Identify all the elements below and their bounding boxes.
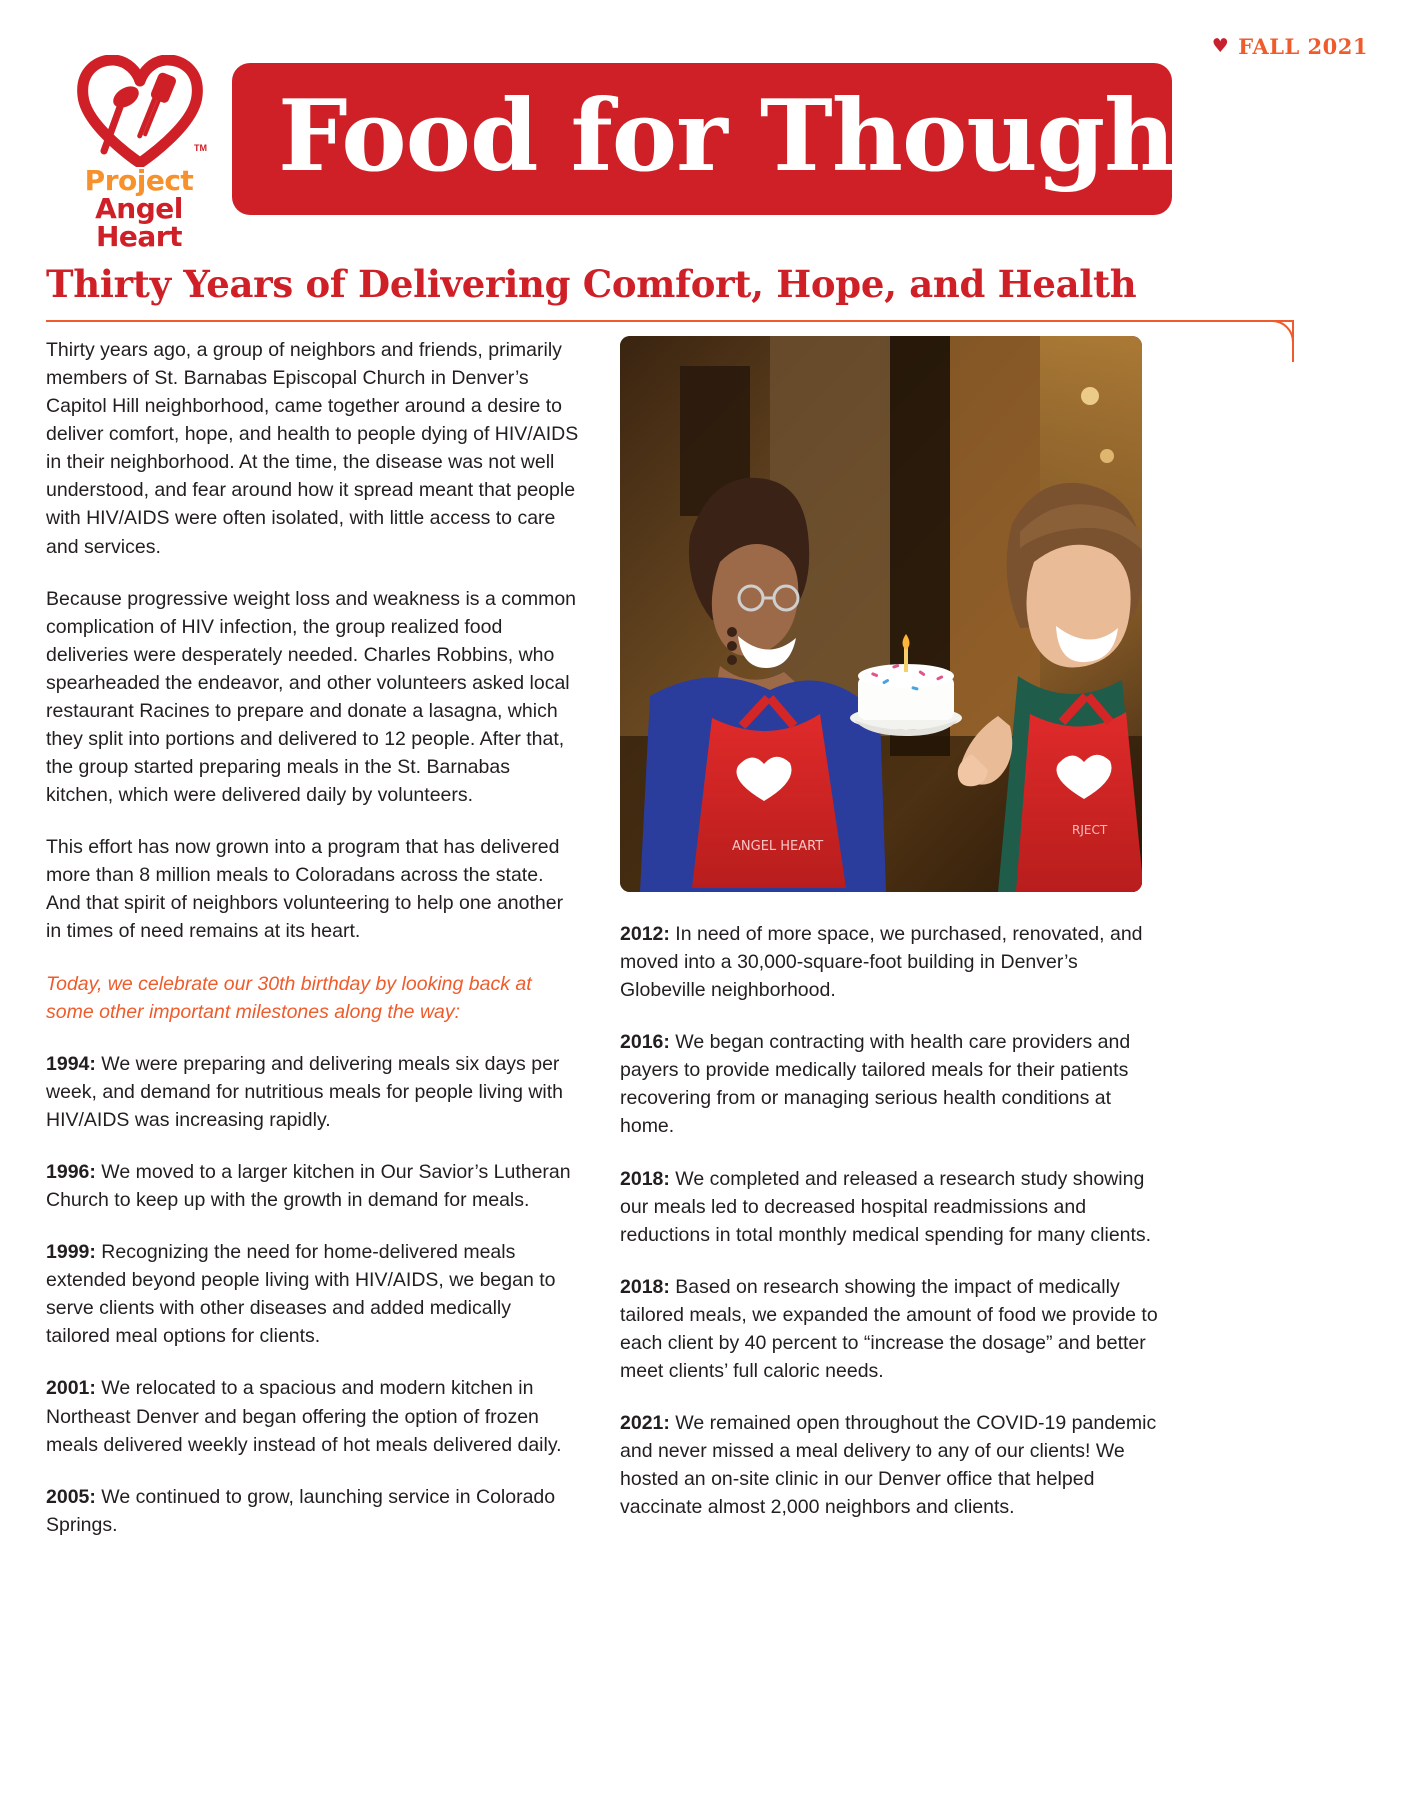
milestone-item <box>46 1238 580 1350</box>
milestone-year: 1996: <box>46 1160 96 1183</box>
milestone-item <box>46 1374 580 1458</box>
headline-divider-corner <box>1270 320 1294 344</box>
milestone-year: 1994: <box>46 1052 96 1075</box>
milestone-item <box>46 1483 580 1539</box>
milestone-item <box>620 1028 1158 1140</box>
milestone-item <box>46 1050 580 1134</box>
svg-text:RJECT: RJECT <box>1072 823 1108 837</box>
milestone-year: 1999: <box>46 1241 96 1264</box>
project-angel-heart-logo <box>48 55 230 253</box>
heart-with-spoon-and-fork-icon <box>76 55 204 167</box>
milestone-text: We completed and released a research study showing our meals led to decreased hospital readmissions and reductions in total monthly medical spending for many clients. <box>620 1167 1152 1246</box>
milestone-year: 2012: <box>620 923 670 945</box>
heart-icon: ♥ <box>1211 35 1230 57</box>
milestone-text: Based on research showing the impact of medically tailored meals, we expanded the amount of food we provide to each client by 40 percent to “increase the dosage” and better meet clients’ full caloric needs. <box>620 1275 1158 1383</box>
milestone-text: We continued to grow, launching service in Colorado Springs. <box>46 1485 556 1536</box>
issue-date-line <box>1212 34 1368 59</box>
milestone-text: We were preparing and delivering meals six days per week, and demand for nutritious meals for people living with HIV/AIDS was increasing rapidly. <box>46 1052 564 1131</box>
milestones-lead-in: Today, we celebrate our 30th birthday by looking back at some other important milestones along the way: <box>46 972 532 1023</box>
headline-divider-horizontal <box>46 320 1294 322</box>
issue-label: FALL 2021 <box>1238 34 1368 59</box>
milestone-year: 2005: <box>46 1485 96 1508</box>
article-photo <box>620 336 1142 892</box>
milestone-text: We remained open throughout the COVID-19 pandemic and never missed a meal delivery to any of our clients! We hosted an on-site clinic in our Denver office that helped vaccinate almost 2,000 neighbors and clients. <box>620 1412 1157 1519</box>
svg-text:ANGEL HEART: ANGEL HEART <box>732 839 824 854</box>
logo-word-angel-heart: Angel Heart <box>95 192 183 253</box>
milestone-item <box>620 920 1158 1004</box>
paragraph-intro-3: This effort has now grown into a program that has delivered more than 8 million meals to Coloradans across the state. And that spirit of neighbors volunteering to help one another in times of need remains at its heart. <box>46 836 564 943</box>
article-headline: Thirty Years of Delivering Comfort, Hope, and Health <box>46 262 1137 306</box>
left-text-column <box>46 336 580 1539</box>
right-text-column <box>620 920 1158 1521</box>
newsletter-title: Food for Thought <box>278 79 1219 195</box>
masthead-banner <box>232 63 1219 215</box>
milestone-text: Recognizing the need for home-delivered meals extended beyond people living with HIV/AIDS, we began to serve clients with other diseases and added medically tailored meal options for clients. <box>46 1241 556 1348</box>
milestone-text: We moved to a larger kitchen in Our Savior’s Lutheran Church to keep up with the growth in demand for meals. <box>46 1160 571 1212</box>
milestone-year: 2018: <box>620 1167 670 1190</box>
milestone-text: We began contracting with health care providers and payers to provide medically tailored meals for their patients recovering from or managing serious health conditions at home. <box>620 1031 1131 1138</box>
paragraph-intro-1: Thirty years ago, a group of neighbors and friends, primarily members of St. Barnabas Episcopal Church in Denver’s Capitol Hill neighborhood, came together around a desire to deliver comfort, hope, and health to people dying of HIV/AIDS in their neighborhood. At the time, the disease was not well understood, and fear around how it spread meant that people with HIV/AIDS were often isolated, with little access to care and services. <box>46 339 579 558</box>
milestone-year: 2021: <box>620 1412 670 1435</box>
paragraph-intro-2: Because progressive weight loss and weakness is a common complication of HIV infection, the group realized food deliveries were desperately needed. Charles Robbins, who spearheaded the endeavor, and other volunteers asked local restaurant Racines to prepare and donate a lasagna, which they split into portions and delivered to 12 people. After that, the group started preparing meals in the St. Barnabas kitchen, which were delivered daily by volunteers. <box>46 587 577 807</box>
milestone-item <box>620 1165 1158 1249</box>
milestone-year: 2001: <box>46 1377 96 1400</box>
milestone-year: 2016: <box>620 1031 670 1054</box>
headline-divider-vertical <box>1292 320 1294 362</box>
milestone-item <box>620 1273 1158 1385</box>
milestone-item <box>46 1158 580 1214</box>
milestone-year: 2018: <box>620 1275 670 1298</box>
milestone-item <box>620 1409 1158 1521</box>
milestone-text: We relocated to a spacious and modern kitchen in Northeast Denver and began offering the option of frozen meals delivered weekly instead of hot meals delivered daily. <box>46 1377 562 1456</box>
trademark-symbol: TM <box>194 143 207 153</box>
milestone-text: In need of more space, we purchased, renovated, and moved into a 30,000-square-foot building in Denver’s Globeville neighborhood. <box>620 923 1143 1002</box>
logo-word-project: Project <box>84 164 194 197</box>
